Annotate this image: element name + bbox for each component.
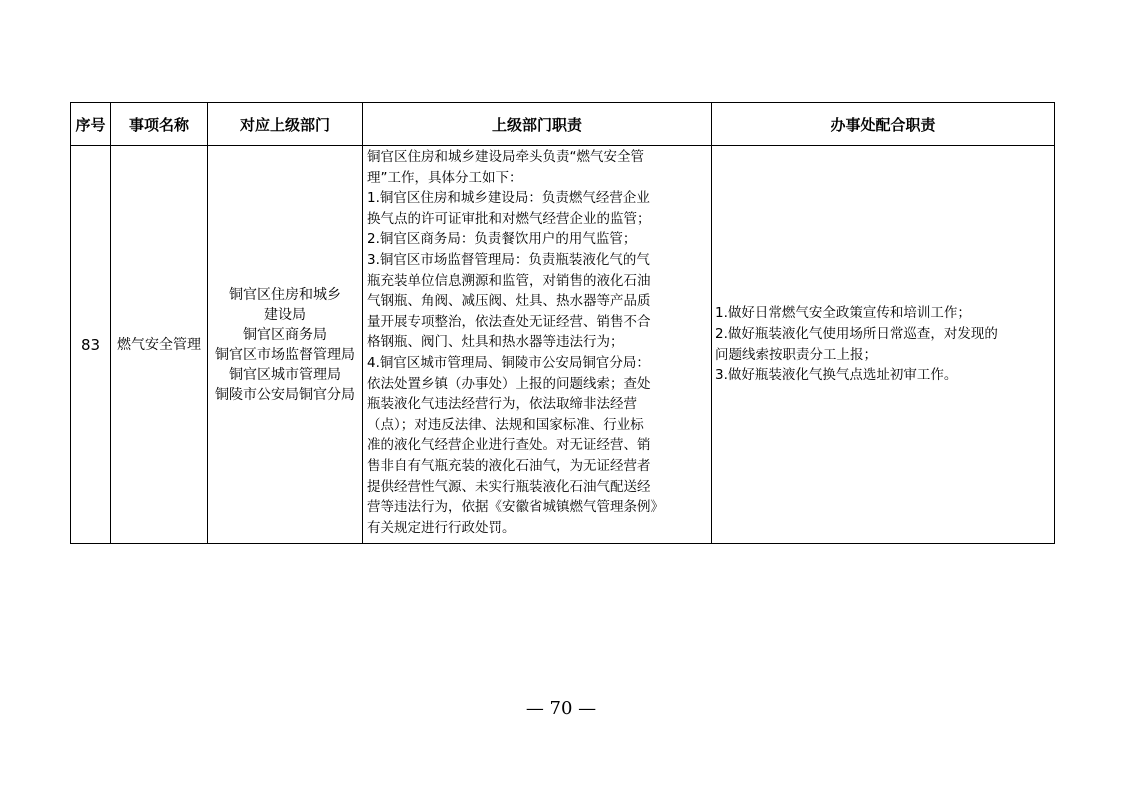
duty-line: 气钢瓶、角阀、减压阀、灶具、热水器等产品质: [367, 293, 651, 310]
duty-line: 格钢瓶、阀门、灶具和热水器等违法行为；: [367, 334, 624, 351]
duty-line: 提供经营性气源、未实行瓶装液化石油气配送经: [367, 478, 651, 495]
dept-line: 建设局: [264, 306, 306, 323]
header-seq: 序号: [71, 103, 111, 146]
dept-line: 铜官区商务局: [243, 326, 327, 343]
header-row: [71, 103, 1055, 146]
coop-line: 2.做好瓶装液化气使用场所日常巡查，对发现的: [715, 325, 998, 342]
page-number: — 70 —: [525, 698, 597, 719]
dept-line: 铜官区市场监督管理局: [215, 346, 355, 363]
duty-line: 理”工作，具体分工如下：: [367, 169, 523, 186]
duty-line: 依法处置乡镇（办事处）上报的问题线索；查处: [367, 375, 651, 392]
duty-line: 铜官区住房和城乡建设局牵头负责“燃气安全管: [367, 149, 644, 165]
header-item-name: 事项名称: [111, 103, 208, 146]
header-office-cooperation: 办事处配合职责: [712, 103, 1055, 146]
dept-line: 铜陵市公安局铜官分局: [215, 386, 355, 403]
duty-line: 准的液化气经营企业进行查处。对无证经营、销: [367, 437, 651, 454]
duty-line: 2.铜官区商务局：负责餐饮用户的用气监管；: [367, 231, 637, 248]
cell-office-cooperation: [712, 146, 1055, 544]
duty-line: 瓶装液化气违法经营行为，依法取缔非法经营: [367, 396, 637, 413]
duty-line: （点）；对违反法律、法规和国家标准、行业标: [367, 416, 644, 433]
dept-line: 铜官区住房和城乡: [229, 286, 341, 303]
duty-line: 1.铜官区住房和城乡建设局：负责燃气经营企业: [367, 190, 650, 207]
duty-line: 3.铜官区市场监督管理局：负责瓶装液化气的气: [367, 251, 650, 268]
duty-line: 量开展专项整治，依法查处无证经营、销售不合: [367, 313, 651, 330]
coop-line: 1.做好日常燃气安全政策宣传和培训工作；: [715, 305, 971, 322]
header-superior-duty: 上级部门职责: [363, 103, 712, 146]
duty-table: [70, 102, 1055, 544]
coop-line: 问题线索按职责分工上报；: [715, 346, 877, 363]
cell-superior-dept: [208, 146, 363, 544]
dept-line: 铜官区城市管理局: [229, 366, 341, 383]
duty-line: 瓶充装单位信息溯源和监管，对销售的液化石油: [367, 272, 651, 289]
duty-line: 营等违法行为，依据《安徽省城镇燃气管理条例》: [367, 499, 664, 516]
cell-superior-duty: [363, 146, 712, 544]
coop-line: 3.做好瓶装液化气换气点选址初审工作。: [715, 367, 958, 384]
table-row: [71, 146, 1055, 544]
cell-item-name: 燃气安全管理: [111, 146, 208, 544]
duty-line: 有关规定进行行政处罚。: [367, 519, 516, 536]
header-superior-dept: 对应上级部门: [208, 103, 363, 146]
duty-line: 售非自有气瓶充装的液化石油气，为无证经营者: [367, 457, 651, 474]
duty-line: 换气点的许可证审批和对燃气经营企业的监管；: [367, 210, 651, 227]
duty-line: 4.铜官区城市管理局、铜陵市公安局铜官分局：: [367, 354, 650, 371]
cell-seq: 83: [71, 146, 111, 544]
